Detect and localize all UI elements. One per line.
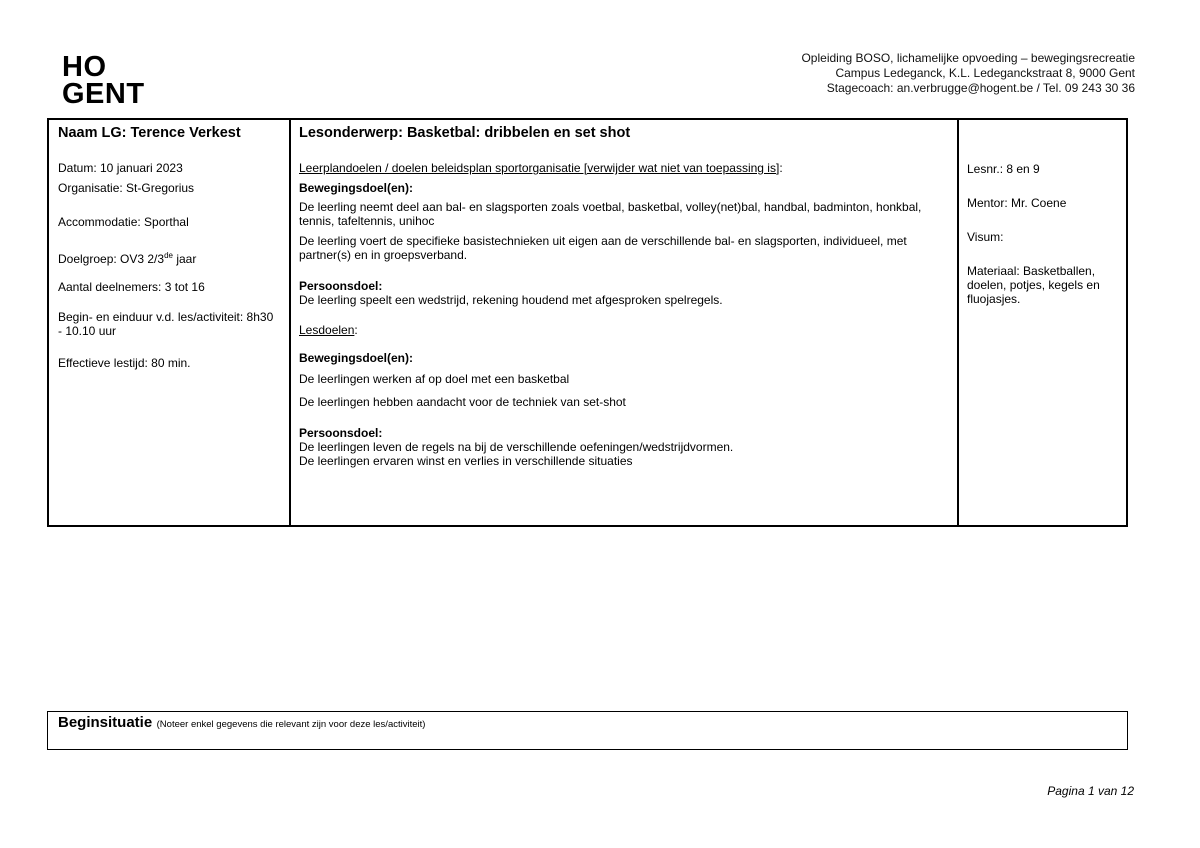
movement-goal-1: De leerling neemt deel aan bal- en slagsporten zoals voetbal, basketbal, volley(net)bal, handbal, badminton, honkbal, tennis, tafeltennis, unihoc	[299, 200, 922, 228]
starting-situation-box	[47, 711, 1128, 750]
curriculum-goals-label: Leerplandoelen / doelen beleidsplan sportorganisatie [verwijder wat niet van toepassing is]	[299, 161, 780, 175]
lesson-movement-goal-2: De leerlingen hebben aandacht voor de techniek van set-shot	[299, 395, 626, 409]
lesson-movement-goal-1: De leerlingen werken af op doel met een basketbal	[299, 372, 570, 386]
lesson-info-table	[47, 118, 1128, 527]
header-program: Opleiding BOSO, lichamelijke opvoeding – bewegingsrecreatie	[801, 51, 1135, 65]
target-group	[58, 249, 280, 266]
target-group-suffix: jaar	[172, 252, 197, 266]
lesson-number: Lesnr.: 8 en 9	[967, 162, 1040, 176]
hogent-logo	[62, 51, 145, 110]
page-number: Pagina 1 van 12	[1047, 784, 1134, 798]
target-group-prefix: Doelgroep: OV3 2/3	[58, 252, 165, 266]
header-info	[801, 51, 1135, 96]
lesson-meta-column	[959, 120, 1126, 525]
start-end-time: Begin- en einduur v.d. les/activiteit: 8h30 - 10.10 uur	[58, 310, 274, 338]
lesson-goals-label: Lesdoelen	[299, 323, 355, 337]
participant-count: Aantal deelnemers: 3 tot 16	[58, 280, 205, 294]
logo-line-1: HO	[62, 51, 107, 83]
personal-goal-label: Persoonsdoel:	[299, 279, 383, 293]
movement-goals-label: Bewegingsdoel(en):	[299, 181, 414, 195]
effective-lesson-time: Effectieve lestijd: 80 min.	[58, 356, 191, 370]
lesson-personal-goal-label: Persoonsdoel:	[299, 426, 383, 440]
starting-situation-note: (Noteer enkel gegevens die relevant zijn voor deze les/activiteit)	[156, 719, 426, 730]
mentor: Mentor: Mr. Coene	[967, 196, 1067, 210]
visum: Visum:	[967, 230, 1004, 244]
curriculum-goals-heading	[299, 161, 949, 175]
materials: Materiaal: Basketballen, doelen, potjes, kegels en fluojasjes.	[967, 264, 1100, 306]
lesson-movement-goals-label: Bewegingsdoel(en):	[299, 351, 414, 365]
accommodation: Accommodatie: Sporthal	[58, 215, 189, 229]
header-campus: Campus Ledeganck, K.L. Ledeganckstraat 8, 9000 Gent	[835, 66, 1135, 80]
student-info-column	[49, 120, 291, 525]
logo-line-2: GENT	[62, 78, 145, 110]
lesson-date: Datum: 10 januari 2023	[58, 161, 183, 175]
lesson-subject: Lesonderwerp: Basketbal: dribbelen en set shot	[299, 125, 631, 141]
personal-goal-1: De leerling speelt een wedstrijd, rekening houdend met afgesproken spelregels.	[299, 293, 723, 307]
target-group-sup: de	[164, 251, 173, 260]
lesson-goals-column	[291, 120, 959, 525]
movement-goal-2: De leerling voert de specifieke basistechnieken uit eigen aan de verschillende bal- en slagsporten, individueel, met partner(s) en in groepsverband.	[299, 234, 907, 262]
lesson-goals-colon: :	[354, 323, 358, 337]
student-name: Naam LG: Terence Verkest	[58, 125, 241, 141]
starting-situation-title: Beginsituatie	[58, 714, 153, 731]
curriculum-goals-colon: :	[779, 161, 783, 175]
lesson-personal-goal-2: De leerlingen ervaren winst en verlies in verschillende situaties	[299, 454, 633, 468]
lesson-personal-goal-1: De leerlingen leven de regels na bij de verschillende oefeningen/wedstrijdvormen.	[299, 440, 734, 454]
header-stagecoach: Stagecoach: an.verbrugge@hogent.be / Tel. 09 243 30 36	[826, 81, 1135, 95]
lesson-goals-heading	[299, 323, 949, 337]
organisation: Organisatie: St-Gregorius	[58, 181, 195, 195]
